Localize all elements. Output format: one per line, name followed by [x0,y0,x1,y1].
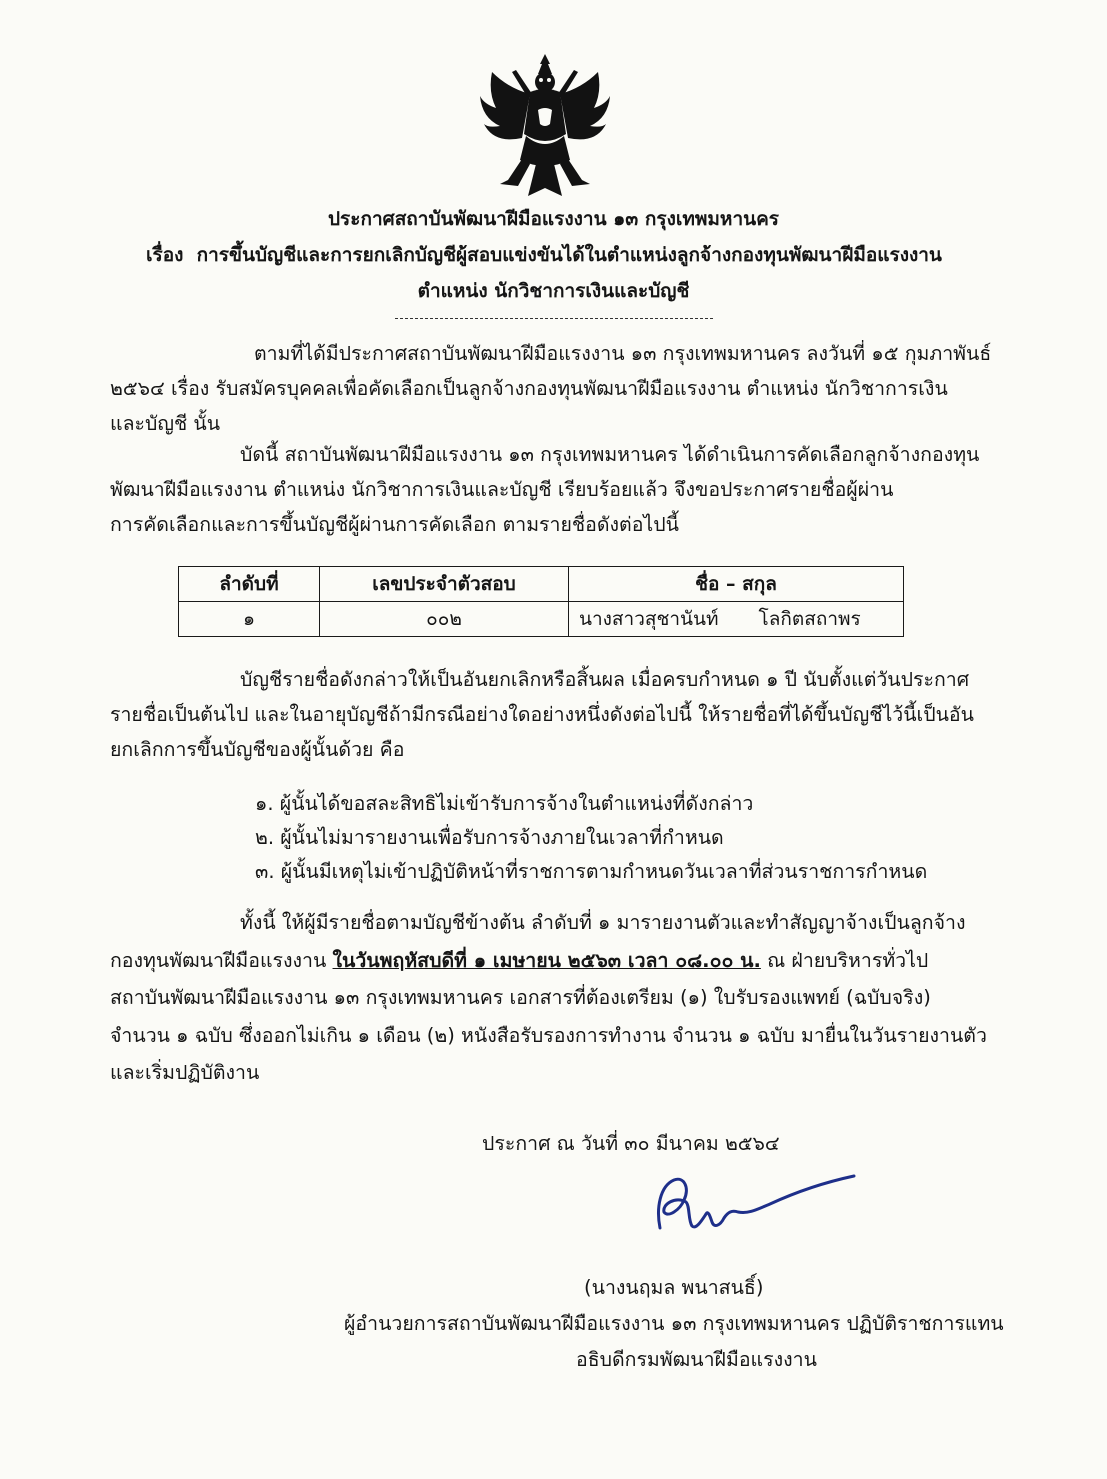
list-item: ๑. ผู้นั้นได้ขอสละสิทธิไม่เข้ารับการจ้างในตำแหน่งที่ดังกล่าว [255,792,754,815]
signer-name: (นางนฤมล พนาสนธิ์) [584,1276,764,1299]
table-header-row [179,567,904,602]
signer-title: ผู้อำนวยการสถาบันพัฒนาฝีมือแรงงาน ๑๓ กรุงเทพมหานคร ปฏิบัติราชการแทน [344,1312,1004,1335]
paragraph-line: จำนวน ๑ ฉบับ ซึ่งออกไม่เกิน ๑ เดือน (๒) หนังสือรับรองการทำงาน จำนวน ๑ ฉบับ มายื่นในวันรายงานตัว [110,1023,987,1047]
paragraph-text: กองทุนพัฒนาฝีมือแรงงาน [110,948,333,972]
table-row [179,602,904,637]
position-title: ตำแหน่ง นักวิชาการเงินและบัญชี [417,280,690,302]
paragraph-line: บัดนี้ สถาบันพัฒนาฝีมือแรงงาน ๑๓ กรุงเทพมหานคร ได้ดำเนินการคัดเลือกลูกจ้างกองทุน [240,443,980,466]
signer-title-2: อธิบดีกรมพัฒนาฝีมือแรงงาน [576,1348,817,1371]
header-divider [395,318,713,319]
paragraph-line: บัญชีรายชื่อดังกล่าวให้เป็นอันยกเลิกหรือสิ้นผล เมื่อครบกำหนด ๑ ปี นับตั้งแต่วันประกาศ [240,668,970,691]
paragraph-line: และบัญชี นั้น [110,412,221,435]
announce-date: ประกาศ ณ วันที่ ๓๐ มีนาคม ๒๕๖๔ [482,1132,780,1155]
cell-exam-id: ๐๐๒ [320,602,569,637]
paragraph-line: ยกเลิกการขึ้นบัญชีของผู้นั้นด้วย คือ [110,738,405,761]
paragraph-line: และเริ่มปฏิบัติงาน [110,1061,260,1084]
column-header-name: ชื่อ – สกุล [569,567,904,602]
paragraph-announcement [110,437,990,542]
paragraph-line: ๒๕๖๔ เรื่อง รับสมัครบุคคลเพื่อคัดเลือกเป็นลูกจ้างกองทุนพัฒนาฝีมือแรงงาน ตำแหน่ง นักวิชาการเงิน [110,377,948,400]
first-name: นางสาวสุชานันท์ [579,608,719,630]
results-table [178,566,904,637]
column-header-order: ลำดับที่ [179,567,320,602]
paragraph-reference [110,336,990,441]
cell-order: ๑ [179,602,320,637]
column-header-exam-id: เลขประจำตัวสอบ [320,567,569,602]
paragraph-validity [110,662,990,767]
subject-label: เรื่อง [146,244,184,266]
paragraph-line: พัฒนาฝีมือแรงงาน ตำแหน่ง นักวิชาการเงินและบัญชี เรียบร้อยแล้ว จึงขอประกาศรายชื่อผู้ผ่าน [110,478,894,501]
paragraph-report-instructions [110,904,990,1092]
paragraph-line: การคัดเลือกและการขึ้นบัญชีผู้ผ่านการคัดเลือก ตามรายชื่อดังต่อไปนี้ [110,513,679,536]
paragraph-text: ณ ฝ่ายบริหารทั่วไป [760,948,929,972]
paragraph-line: สถาบันพัฒนาฝีมือแรงงาน ๑๓ กรุงเทพมหานคร เอกสารที่ต้องเตรียม (๑) ใบรับรองแพทย์ (ฉบับจริง) [110,986,931,1009]
announcement-subject [146,240,942,270]
announcement-title: ประกาศสถาบันพัฒนาฝีมือแรงงาน ๑๓ กรุงเทพมหานคร [327,208,780,230]
subject-text: การขึ้นบัญชีและการยกเลิกบัญชีผู้สอบแข่งขันได้ในตำแหน่งลูกจ้างกองทุนพัฒนาฝีมือแรงงาน [196,244,942,266]
paragraph-line [110,942,990,980]
report-date-emphasis: ในวันพฤหัสบดีที่ ๑ เมษายน ๒๕๖๓ เวลา ๐๘.๐๐ น. [332,948,761,972]
handwritten-signature-icon [646,1168,860,1248]
list-item: ๒. ผู้นั้นไม่มารายงานเพื่อรับการจ้างภายในเวลาที่กำหนด [255,826,724,849]
paragraph-line: ตามที่ได้มีประกาศสถาบันพัฒนาฝีมือแรงงาน ๑๓ กรุงเทพมหานคร ลงวันที่ ๑๕ กุมภาพันธ์ [254,342,992,365]
paragraph-line: รายชื่อเป็นต้นไป และในอายุบัญชีถ้ามีกรณีอย่างใดอย่างหนึ่งดังต่อไปนี้ ให้รายชื่อที่ได้ขึ้นบัญชีไว้นี้เป็นอัน [110,703,974,726]
last-name: โลกิตสถาพร [758,608,861,630]
garuda-emblem-icon [478,52,612,198]
paragraph-line: ทั้งนี้ ให้ผู้มีรายชื่อตามบัญชีข้างต้น ลำดับที่ ๑ มารายงานตัวและทำสัญญาจ้างเป็นลูกจ้าง [240,911,966,934]
list-item: ๓. ผู้นั้นมีเหตุไม่เข้าปฏิบัติหน้าที่ราชการตามกำหนดวันเวลาที่ส่วนราชการกำหนด [255,860,928,883]
cell-name [569,602,904,637]
